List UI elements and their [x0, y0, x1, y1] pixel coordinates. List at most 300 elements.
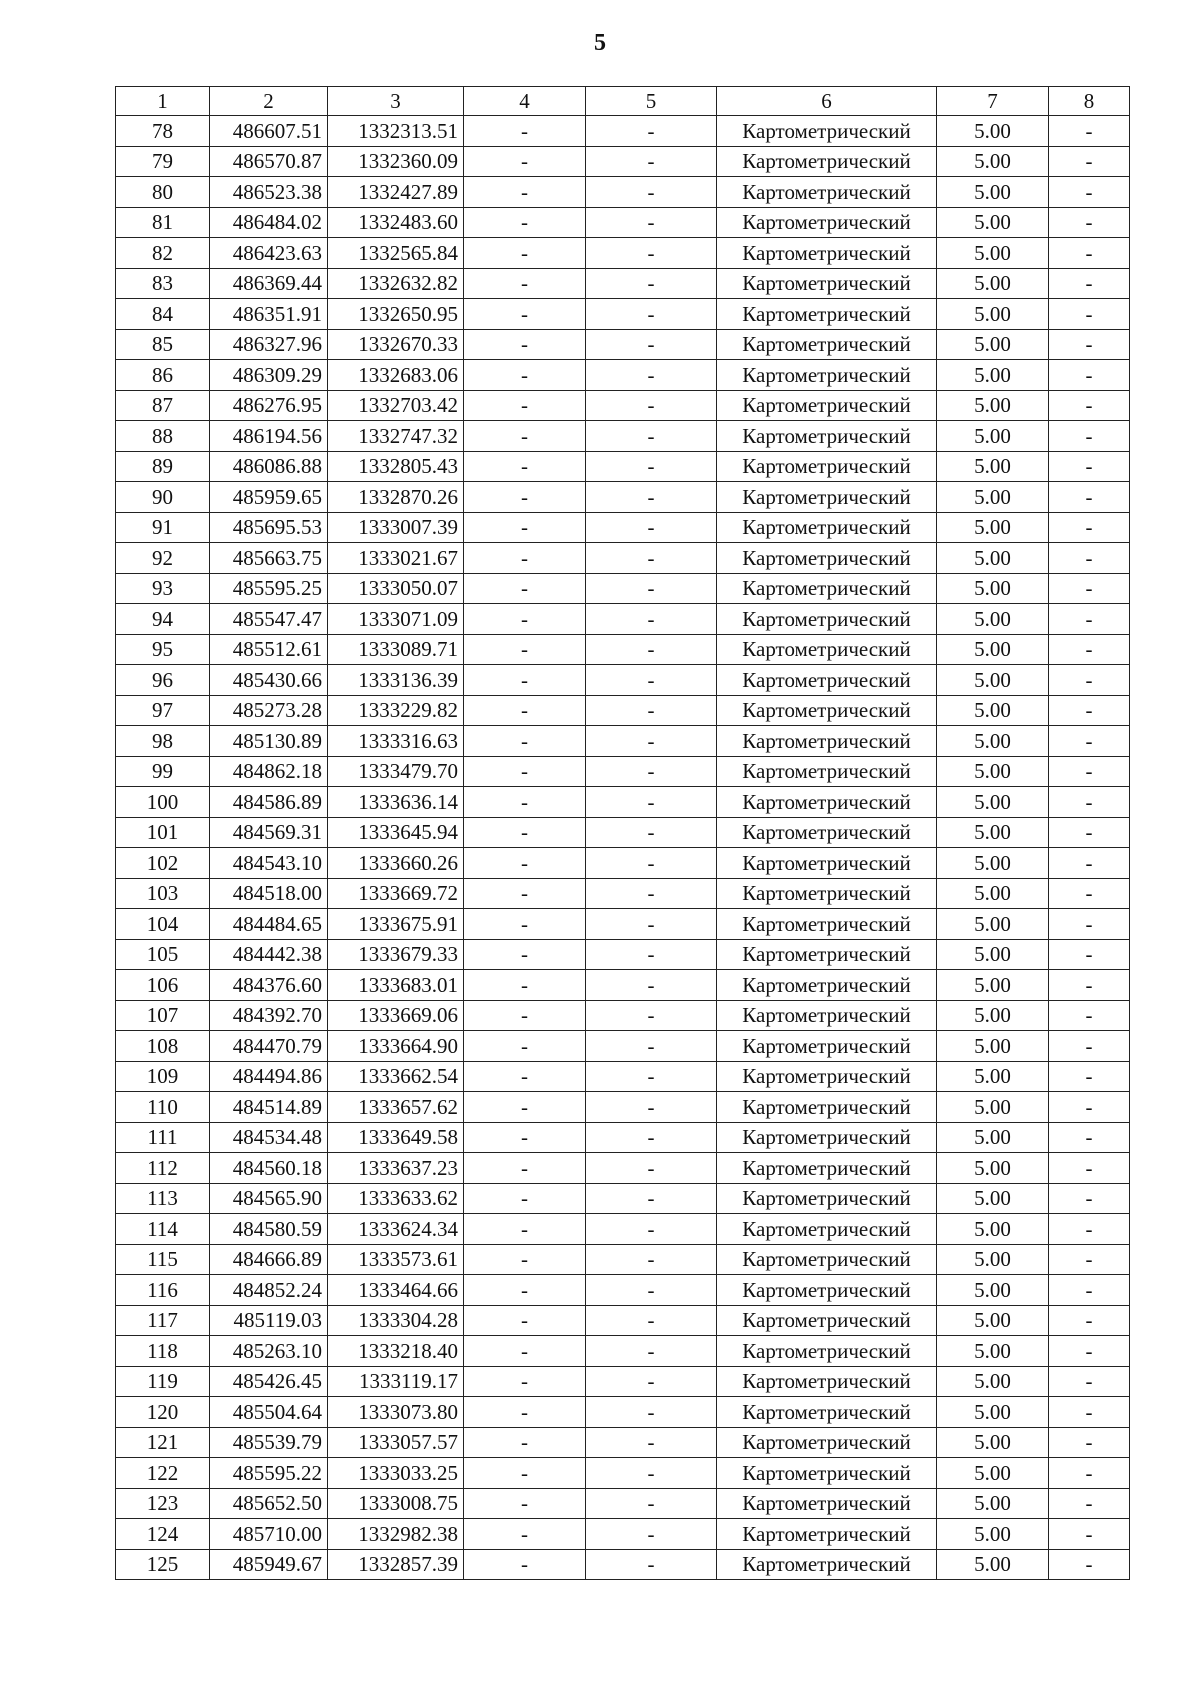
- column-4-cell: -: [464, 573, 586, 604]
- column-8-cell: -: [1049, 1366, 1130, 1397]
- method-cell: Картометрический: [717, 878, 937, 909]
- table-row: [116, 1092, 1130, 1123]
- table-row: [116, 1549, 1130, 1580]
- table-body: [116, 116, 1130, 1580]
- column-4-cell: -: [464, 939, 586, 970]
- x-coordinate-cell: 485130.89: [210, 726, 328, 757]
- accuracy-cell: 5.00: [937, 482, 1049, 513]
- y-coordinate-cell: 1333633.62: [328, 1183, 464, 1214]
- method-cell: Картометрический: [717, 360, 937, 391]
- y-coordinate-cell: 1333007.39: [328, 512, 464, 543]
- table-row: [116, 1519, 1130, 1550]
- column-5-cell: -: [586, 1549, 717, 1580]
- accuracy-cell: 5.00: [937, 1214, 1049, 1245]
- table-row: [116, 390, 1130, 421]
- column-8-cell: -: [1049, 1092, 1130, 1123]
- column-4-cell: -: [464, 543, 586, 574]
- accuracy-cell: 5.00: [937, 1153, 1049, 1184]
- column-5-cell: -: [586, 939, 717, 970]
- coordinates-table: [115, 86, 1130, 1580]
- y-coordinate-cell: 1333679.33: [328, 939, 464, 970]
- column-5-cell: -: [586, 360, 717, 391]
- column-8-cell: -: [1049, 695, 1130, 726]
- page-number: 5: [594, 30, 606, 56]
- column-header-6: 6: [717, 87, 937, 116]
- accuracy-cell: 5.00: [937, 1031, 1049, 1062]
- x-coordinate-cell: 484569.31: [210, 817, 328, 848]
- method-cell: Картометрический: [717, 482, 937, 513]
- accuracy-cell: 5.00: [937, 817, 1049, 848]
- y-coordinate-cell: 1332982.38: [328, 1519, 464, 1550]
- column-5-cell: -: [586, 604, 717, 635]
- column-4-cell: -: [464, 604, 586, 635]
- column-4-cell: -: [464, 970, 586, 1001]
- accuracy-cell: 5.00: [937, 634, 1049, 665]
- x-coordinate-cell: 485430.66: [210, 665, 328, 696]
- column-4-cell: -: [464, 695, 586, 726]
- column-5-cell: -: [586, 1214, 717, 1245]
- y-coordinate-cell: 1333136.39: [328, 665, 464, 696]
- column-5-cell: -: [586, 756, 717, 787]
- x-coordinate-cell: 485595.25: [210, 573, 328, 604]
- table-row: [116, 482, 1130, 513]
- method-cell: Картометрический: [717, 207, 937, 238]
- table-row: [116, 634, 1130, 665]
- method-cell: Картометрический: [717, 756, 937, 787]
- x-coordinate-cell: 485652.50: [210, 1488, 328, 1519]
- column-8-cell: -: [1049, 878, 1130, 909]
- table-row: [116, 1305, 1130, 1336]
- x-coordinate-cell: 484586.89: [210, 787, 328, 818]
- method-cell: Картометрический: [717, 238, 937, 269]
- column-4-cell: -: [464, 1031, 586, 1062]
- accuracy-cell: 5.00: [937, 1061, 1049, 1092]
- method-cell: Картометрический: [717, 1244, 937, 1275]
- y-coordinate-cell: 1333669.06: [328, 1000, 464, 1031]
- column-8-cell: -: [1049, 1458, 1130, 1489]
- method-cell: Картометрический: [717, 1366, 937, 1397]
- column-8-cell: -: [1049, 909, 1130, 940]
- x-coordinate-cell: 484518.00: [210, 878, 328, 909]
- y-coordinate-cell: 1332565.84: [328, 238, 464, 269]
- method-cell: Картометрический: [717, 665, 937, 696]
- column-4-cell: -: [464, 238, 586, 269]
- method-cell: Картометрический: [717, 604, 937, 635]
- column-8-cell: -: [1049, 1244, 1130, 1275]
- column-5-cell: -: [586, 634, 717, 665]
- column-4-cell: -: [464, 1122, 586, 1153]
- table-row: [116, 1153, 1130, 1184]
- accuracy-cell: 5.00: [937, 848, 1049, 879]
- x-coordinate-cell: 485695.53: [210, 512, 328, 543]
- column-5-cell: -: [586, 695, 717, 726]
- x-coordinate-cell: 484514.89: [210, 1092, 328, 1123]
- column-8-cell: -: [1049, 1427, 1130, 1458]
- accuracy-cell: 5.00: [937, 726, 1049, 757]
- column-4-cell: -: [464, 909, 586, 940]
- accuracy-cell: 5.00: [937, 1244, 1049, 1275]
- y-coordinate-cell: 1332313.51: [328, 116, 464, 147]
- column-4-cell: -: [464, 299, 586, 330]
- x-coordinate-cell: 484666.89: [210, 1244, 328, 1275]
- x-coordinate-cell: 485263.10: [210, 1336, 328, 1367]
- column-4-cell: -: [464, 665, 586, 696]
- point-number-cell: 111: [116, 1122, 210, 1153]
- y-coordinate-cell: 1333637.23: [328, 1153, 464, 1184]
- accuracy-cell: 5.00: [937, 1275, 1049, 1306]
- column-5-cell: -: [586, 878, 717, 909]
- x-coordinate-cell: 484560.18: [210, 1153, 328, 1184]
- point-number-cell: 92: [116, 543, 210, 574]
- column-8-cell: -: [1049, 299, 1130, 330]
- y-coordinate-cell: 1333119.17: [328, 1366, 464, 1397]
- y-coordinate-cell: 1333304.28: [328, 1305, 464, 1336]
- column-8-cell: -: [1049, 116, 1130, 147]
- x-coordinate-cell: 484494.86: [210, 1061, 328, 1092]
- table-row: [116, 543, 1130, 574]
- column-5-cell: -: [586, 1427, 717, 1458]
- column-5-cell: -: [586, 1153, 717, 1184]
- column-8-cell: -: [1049, 1031, 1130, 1062]
- column-5-cell: -: [586, 299, 717, 330]
- point-number-cell: 122: [116, 1458, 210, 1489]
- column-8-cell: -: [1049, 177, 1130, 208]
- column-8-cell: -: [1049, 146, 1130, 177]
- point-number-cell: 108: [116, 1031, 210, 1062]
- column-4-cell: -: [464, 787, 586, 818]
- y-coordinate-cell: 1332857.39: [328, 1549, 464, 1580]
- column-8-cell: -: [1049, 512, 1130, 543]
- accuracy-cell: 5.00: [937, 939, 1049, 970]
- x-coordinate-cell: 486327.96: [210, 329, 328, 360]
- table-row: [116, 207, 1130, 238]
- column-5-cell: -: [586, 1244, 717, 1275]
- column-5-cell: -: [586, 116, 717, 147]
- column-8-cell: -: [1049, 939, 1130, 970]
- x-coordinate-cell: 484543.10: [210, 848, 328, 879]
- x-coordinate-cell: 484862.18: [210, 756, 328, 787]
- column-8-cell: -: [1049, 1397, 1130, 1428]
- point-number-cell: 105: [116, 939, 210, 970]
- column-8-cell: -: [1049, 1305, 1130, 1336]
- accuracy-cell: 5.00: [937, 695, 1049, 726]
- x-coordinate-cell: 484442.38: [210, 939, 328, 970]
- point-number-cell: 106: [116, 970, 210, 1001]
- point-number-cell: 80: [116, 177, 210, 208]
- method-cell: Картометрический: [717, 1183, 937, 1214]
- method-cell: Картометрический: [717, 421, 937, 452]
- method-cell: Картометрический: [717, 1549, 937, 1580]
- column-4-cell: -: [464, 1275, 586, 1306]
- column-4-cell: -: [464, 390, 586, 421]
- point-number-cell: 104: [116, 909, 210, 940]
- column-4-cell: -: [464, 116, 586, 147]
- column-4-cell: -: [464, 1214, 586, 1245]
- y-coordinate-cell: 1333636.14: [328, 787, 464, 818]
- table-row: [116, 878, 1130, 909]
- column-8-cell: -: [1049, 1336, 1130, 1367]
- column-4-cell: -: [464, 817, 586, 848]
- table-row: [116, 1183, 1130, 1214]
- column-8-cell: -: [1049, 360, 1130, 391]
- accuracy-cell: 5.00: [937, 360, 1049, 391]
- column-header-3: 3: [328, 87, 464, 116]
- accuracy-cell: 5.00: [937, 1366, 1049, 1397]
- point-number-cell: 90: [116, 482, 210, 513]
- point-number-cell: 97: [116, 695, 210, 726]
- x-coordinate-cell: 485539.79: [210, 1427, 328, 1458]
- point-number-cell: 84: [116, 299, 210, 330]
- x-coordinate-cell: 484580.59: [210, 1214, 328, 1245]
- column-5-cell: -: [586, 848, 717, 879]
- column-4-cell: -: [464, 726, 586, 757]
- column-8-cell: -: [1049, 421, 1130, 452]
- point-number-cell: 107: [116, 1000, 210, 1031]
- point-number-cell: 83: [116, 268, 210, 299]
- point-number-cell: 86: [116, 360, 210, 391]
- point-number-cell: 113: [116, 1183, 210, 1214]
- accuracy-cell: 5.00: [937, 909, 1049, 940]
- point-number-cell: 124: [116, 1519, 210, 1550]
- column-5-cell: -: [586, 1000, 717, 1031]
- accuracy-cell: 5.00: [937, 970, 1049, 1001]
- column-5-cell: -: [586, 177, 717, 208]
- method-cell: Картометрический: [717, 1305, 937, 1336]
- column-4-cell: -: [464, 1183, 586, 1214]
- column-5-cell: -: [586, 421, 717, 452]
- column-5-cell: -: [586, 451, 717, 482]
- accuracy-cell: 5.00: [937, 787, 1049, 818]
- y-coordinate-cell: 1332360.09: [328, 146, 464, 177]
- x-coordinate-cell: 485949.67: [210, 1549, 328, 1580]
- point-number-cell: 123: [116, 1488, 210, 1519]
- x-coordinate-cell: 486607.51: [210, 116, 328, 147]
- column-4-cell: -: [464, 1000, 586, 1031]
- table-row: [116, 756, 1130, 787]
- point-number-cell: 98: [116, 726, 210, 757]
- column-8-cell: -: [1049, 756, 1130, 787]
- y-coordinate-cell: 1333645.94: [328, 817, 464, 848]
- y-coordinate-cell: 1332632.82: [328, 268, 464, 299]
- point-number-cell: 103: [116, 878, 210, 909]
- x-coordinate-cell: 484534.48: [210, 1122, 328, 1153]
- column-header-7: 7: [937, 87, 1049, 116]
- method-cell: Картометрический: [717, 573, 937, 604]
- column-5-cell: -: [586, 573, 717, 604]
- column-5-cell: -: [586, 482, 717, 513]
- column-header-8: 8: [1049, 87, 1130, 116]
- accuracy-cell: 5.00: [937, 1488, 1049, 1519]
- accuracy-cell: 5.00: [937, 1519, 1049, 1550]
- column-5-cell: -: [586, 726, 717, 757]
- x-coordinate-cell: 486570.87: [210, 146, 328, 177]
- column-header-4: 4: [464, 87, 586, 116]
- column-5-cell: -: [586, 909, 717, 940]
- method-cell: Картометрический: [717, 146, 937, 177]
- table-row: [116, 451, 1130, 482]
- table-row: [116, 817, 1130, 848]
- y-coordinate-cell: 1333649.58: [328, 1122, 464, 1153]
- table-row: [116, 1427, 1130, 1458]
- column-8-cell: -: [1049, 787, 1130, 818]
- accuracy-cell: 5.00: [937, 1427, 1049, 1458]
- column-4-cell: -: [464, 360, 586, 391]
- column-5-cell: -: [586, 1122, 717, 1153]
- column-8-cell: -: [1049, 543, 1130, 574]
- x-coordinate-cell: 485512.61: [210, 634, 328, 665]
- table-header: [116, 87, 1130, 116]
- column-8-cell: -: [1049, 390, 1130, 421]
- column-4-cell: -: [464, 1244, 586, 1275]
- column-4-cell: -: [464, 1397, 586, 1428]
- y-coordinate-cell: 1332483.60: [328, 207, 464, 238]
- table-row: [116, 1336, 1130, 1367]
- x-coordinate-cell: 485595.22: [210, 1458, 328, 1489]
- column-5-cell: -: [586, 1366, 717, 1397]
- method-cell: Картометрический: [717, 1092, 937, 1123]
- table-row: [116, 939, 1130, 970]
- point-number-cell: 94: [116, 604, 210, 635]
- x-coordinate-cell: 486309.29: [210, 360, 328, 391]
- x-coordinate-cell: 486369.44: [210, 268, 328, 299]
- column-5-cell: -: [586, 665, 717, 696]
- column-5-cell: -: [586, 1275, 717, 1306]
- point-number-cell: 79: [116, 146, 210, 177]
- y-coordinate-cell: 1333021.67: [328, 543, 464, 574]
- table-row: [116, 421, 1130, 452]
- accuracy-cell: 5.00: [937, 116, 1049, 147]
- point-number-cell: 100: [116, 787, 210, 818]
- column-4-cell: -: [464, 421, 586, 452]
- accuracy-cell: 5.00: [937, 756, 1049, 787]
- accuracy-cell: 5.00: [937, 421, 1049, 452]
- x-coordinate-cell: 485119.03: [210, 1305, 328, 1336]
- column-4-cell: -: [464, 1519, 586, 1550]
- table-row: [116, 1122, 1130, 1153]
- column-4-cell: -: [464, 1061, 586, 1092]
- y-coordinate-cell: 1333662.54: [328, 1061, 464, 1092]
- table-row: [116, 970, 1130, 1001]
- method-cell: Картометрический: [717, 299, 937, 330]
- column-4-cell: -: [464, 329, 586, 360]
- column-8-cell: -: [1049, 970, 1130, 1001]
- method-cell: Картометрический: [717, 1153, 937, 1184]
- method-cell: Картометрический: [717, 970, 937, 1001]
- y-coordinate-cell: 1332703.42: [328, 390, 464, 421]
- column-5-cell: -: [586, 1397, 717, 1428]
- column-4-cell: -: [464, 634, 586, 665]
- column-5-cell: -: [586, 268, 717, 299]
- x-coordinate-cell: 485710.00: [210, 1519, 328, 1550]
- x-coordinate-cell: 486194.56: [210, 421, 328, 452]
- x-coordinate-cell: 484565.90: [210, 1183, 328, 1214]
- x-coordinate-cell: 486086.88: [210, 451, 328, 482]
- accuracy-cell: 5.00: [937, 299, 1049, 330]
- column-8-cell: -: [1049, 1214, 1130, 1245]
- column-4-cell: -: [464, 1336, 586, 1367]
- column-8-cell: -: [1049, 665, 1130, 696]
- method-cell: Картометрический: [717, 1275, 937, 1306]
- accuracy-cell: 5.00: [937, 1397, 1049, 1428]
- method-cell: Картометрический: [717, 1458, 937, 1489]
- accuracy-cell: 5.00: [937, 390, 1049, 421]
- point-number-cell: 101: [116, 817, 210, 848]
- column-5-cell: -: [586, 238, 717, 269]
- y-coordinate-cell: 1333316.63: [328, 726, 464, 757]
- column-5-cell: -: [586, 390, 717, 421]
- column-8-cell: -: [1049, 1000, 1130, 1031]
- accuracy-cell: 5.00: [937, 1122, 1049, 1153]
- point-number-cell: 110: [116, 1092, 210, 1123]
- method-cell: Картометрический: [717, 268, 937, 299]
- x-coordinate-cell: 484376.60: [210, 970, 328, 1001]
- column-4-cell: -: [464, 1488, 586, 1519]
- accuracy-cell: 5.00: [937, 268, 1049, 299]
- column-5-cell: -: [586, 1183, 717, 1214]
- y-coordinate-cell: 1332650.95: [328, 299, 464, 330]
- point-number-cell: 121: [116, 1427, 210, 1458]
- table-row: [116, 1244, 1130, 1275]
- point-number-cell: 119: [116, 1366, 210, 1397]
- y-coordinate-cell: 1333008.75: [328, 1488, 464, 1519]
- column-header-5: 5: [586, 87, 717, 116]
- column-4-cell: -: [464, 848, 586, 879]
- table-row: [116, 726, 1130, 757]
- table-row: [116, 360, 1130, 391]
- method-cell: Картометрический: [717, 1061, 937, 1092]
- x-coordinate-cell: 484852.24: [210, 1275, 328, 1306]
- method-cell: Картометрический: [717, 787, 937, 818]
- accuracy-cell: 5.00: [937, 878, 1049, 909]
- y-coordinate-cell: 1333073.80: [328, 1397, 464, 1428]
- column-4-cell: -: [464, 512, 586, 543]
- column-5-cell: -: [586, 543, 717, 574]
- y-coordinate-cell: 1333464.66: [328, 1275, 464, 1306]
- table-row: [116, 665, 1130, 696]
- y-coordinate-cell: 1332805.43: [328, 451, 464, 482]
- point-number-cell: 95: [116, 634, 210, 665]
- x-coordinate-cell: 485426.45: [210, 1366, 328, 1397]
- point-number-cell: 88: [116, 421, 210, 452]
- x-coordinate-cell: 484484.65: [210, 909, 328, 940]
- accuracy-cell: 5.00: [937, 1549, 1049, 1580]
- method-cell: Картометрический: [717, 695, 937, 726]
- x-coordinate-cell: 486276.95: [210, 390, 328, 421]
- column-5-cell: -: [586, 146, 717, 177]
- y-coordinate-cell: 1333229.82: [328, 695, 464, 726]
- method-cell: Картометрический: [717, 177, 937, 208]
- table-row: [116, 299, 1130, 330]
- column-5-cell: -: [586, 1092, 717, 1123]
- column-8-cell: -: [1049, 1549, 1130, 1580]
- table-row: [116, 1488, 1130, 1519]
- column-4-cell: -: [464, 177, 586, 208]
- method-cell: Картометрический: [717, 390, 937, 421]
- method-cell: Картометрический: [717, 1031, 937, 1062]
- table-row: [116, 177, 1130, 208]
- x-coordinate-cell: 485547.47: [210, 604, 328, 635]
- y-coordinate-cell: 1333660.26: [328, 848, 464, 879]
- column-8-cell: -: [1049, 817, 1130, 848]
- point-number-cell: 112: [116, 1153, 210, 1184]
- point-number-cell: 120: [116, 1397, 210, 1428]
- column-8-cell: -: [1049, 1122, 1130, 1153]
- table-row: [116, 1366, 1130, 1397]
- column-4-cell: -: [464, 756, 586, 787]
- x-coordinate-cell: 485273.28: [210, 695, 328, 726]
- table-row: [116, 1275, 1130, 1306]
- column-8-cell: -: [1049, 207, 1130, 238]
